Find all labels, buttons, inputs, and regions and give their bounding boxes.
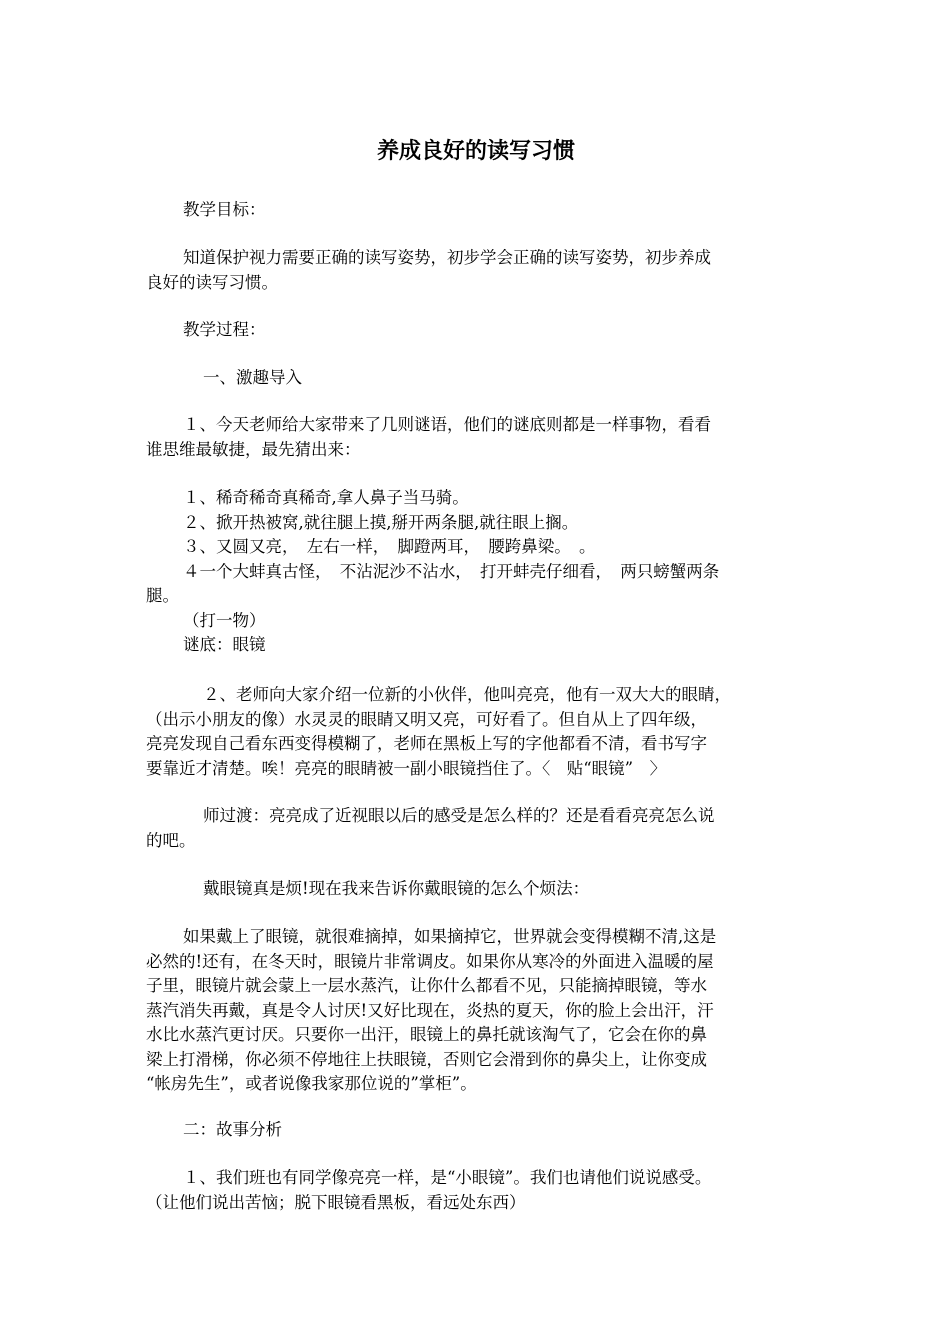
paragraph-objectives: 知道保护视力需要正确的读写姿势，初步学会正确的读写姿势，初步养成 良好的读写习惯。 xyxy=(146,248,711,292)
paragraph-glasses-story: 如果戴上了眼镜，就很难摘掉，如果摘掉它，世界就会变得模糊不清,这是 必然的!还有，在冬天时，眼镜片非常调皮。如果你从寒冷的外面进入温暖的屋 子里，眼镜片就会蒙上一层水蒸汽，让你什么都看不见，只能摘掉眼镜，等水 蒸汽消失再戴，真是令人讨厌!又好比现在，炎热的夏天，你的脸上会出汗，汗 水比水蒸汽更讨厌。只要你一出汗，眼镜上的鼻托就该淘气了，它会在你的鼻 梁上打滑梯，你必须不停地往上扶眼镜，否则它会滑到你的鼻尖上，让你变成 “帐房先生”，或者说像我家那位说的”掌柜”。 xyxy=(146,927,717,1093)
paragraph-classmates: １、我们班也有同学像亮亮一样，是“小眼镜”。我们也请他们说说感受。 （让他们说出苦恼；脱下眼镜看黑板，看远处东西） xyxy=(146,1168,712,1212)
paragraph-riddle-intro: １、今天老师给大家带来了几则谜语，他们的谜底则都是一样事物，看看 谁思维最敏捷，最先猜出来： xyxy=(146,415,711,459)
section-heading-intro: 一、激趣导入 xyxy=(203,368,302,387)
document-title: 养成良好的读写习惯 xyxy=(376,139,575,164)
section-heading-process: 教学过程： xyxy=(183,320,266,339)
paragraph-liangliang: ２、老师向大家介绍一位新的小伙伴，他叫亮亮，他有一双大大的眼睛， （出示小朋友的像）水灵灵的眼睛又明又亮，可好看了。但自从上了四年级， 亮亮发现自己看东西变得模糊了，老师在黑板上写的字他都看不清，看书写字 要靠近才清楚。唉！亮亮的眼睛被一副小眼镜挡住了。〈 贴“眼镜” 〉 xyxy=(146,685,731,778)
riddle-item: ２、掀开热被窝,就往腿上摸,掰开两条腿,就往眼上搁。 xyxy=(183,512,579,532)
riddle-item: ３、又圆又亮， 左右一样， 脚蹬两耳， 腰跨鼻梁。 。 xyxy=(183,537,596,556)
paragraph-glasses-intro: 戴眼镜真是烦!现在我来告诉你戴眼镜的怎么个烦法： xyxy=(203,879,590,898)
riddle-answer: 谜底：眼镜 xyxy=(183,635,266,654)
riddle-item: １、稀奇稀奇真稀奇,拿人鼻子当马骑。 xyxy=(183,488,469,507)
section-heading-objectives: 教学目标： xyxy=(183,200,266,219)
riddle-item: ４一个大蚌真古怪， 不沾泥沙不沾水， 打开蚌壳仔细看， 两只螃蟹两条 xyxy=(183,561,720,581)
paragraph-transition: 师过渡：亮亮成了近视眼以后的感受是怎么样的？还是看看亮亮怎么说 的吧。 xyxy=(146,806,715,850)
section-heading-story-analysis: 二：故事分析 xyxy=(183,1120,282,1139)
riddle-list: １、稀奇稀奇真稀奇,拿人鼻子当马骑。 ２、掀开热被窝,就往腿上摸,掰开两条腿,就往眼上搁。 ３、又圆又亮， 左右一样， 脚蹬两耳， 腰跨鼻梁。 。 ４一个大蚌真古怪， 不沾泥沙不沾水， 打开蚌壳仔细看， 两只螃蟹两条 腿。 （打一物） 谜底：眼镜 xyxy=(146,486,806,658)
